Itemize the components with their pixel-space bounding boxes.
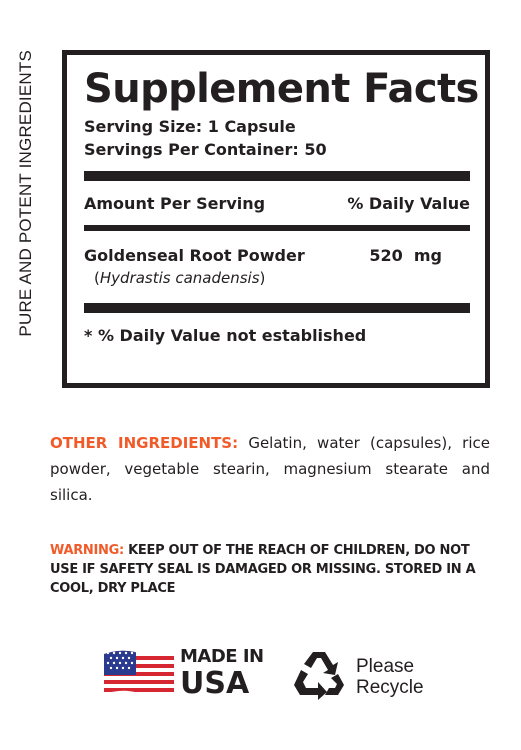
ingredient-amount: 520 mg — [369, 246, 442, 265]
latin-paren-close: ) — [259, 269, 266, 287]
side-label — [14, 50, 38, 390]
other-ingredients — [50, 430, 490, 508]
warning-label: WARNING: — [50, 543, 124, 558]
us-flag-icon — [104, 648, 174, 698]
other-ingredients-text: Gelatin, water (capsules), rice powder, vegetable stearin, magnesium stearate and silica. — [50, 434, 490, 504]
facts-title: Supplement Facts — [84, 66, 479, 112]
amount-header-row — [84, 193, 470, 215]
warning-text-block — [50, 541, 490, 598]
made-in-usa-badge — [180, 646, 264, 700]
side-label-text: PURE AND POTENT INGREDIENTS — [16, 50, 35, 337]
warning-text: KEEP OUT OF THE REACH OF CHILDREN, DO NOT USE IF SAFETY SEAL IS DAMAGED OR MISSING. STORED IN A COOL, DRY PLACE — [50, 543, 476, 596]
usa-text: USA — [180, 666, 250, 701]
recycle-text: Recycle — [356, 677, 424, 698]
servings-per-container: Servings Per Container: 50 — [84, 140, 327, 159]
daily-value-footnote: * % Daily Value not established — [84, 326, 367, 345]
daily-value-header: % Daily Value — [347, 194, 470, 213]
divider-thick — [84, 171, 470, 181]
divider-mid — [84, 225, 470, 231]
ingredient-row — [84, 245, 470, 267]
recycle-icon — [291, 648, 347, 700]
divider-thick-bottom — [84, 303, 470, 313]
please-recycle-text — [356, 656, 424, 698]
latin-paren-open: ( — [94, 269, 100, 287]
latin-name-italic: Hydrastis canadensis — [99, 269, 260, 287]
ingredient-name: Goldenseal Root Powder — [84, 246, 305, 265]
please-text: Please — [356, 656, 415, 677]
made-in-text: MADE IN — [180, 646, 264, 667]
amount-per-serving-header: Amount Per Serving — [84, 194, 266, 213]
ingredient-latin-name — [84, 267, 470, 289]
serving-size: Serving Size: 1 Capsule — [84, 117, 296, 136]
supplement-facts-panel — [62, 50, 490, 388]
other-ingredients-label: OTHER INGREDIENTS: — [50, 434, 239, 452]
